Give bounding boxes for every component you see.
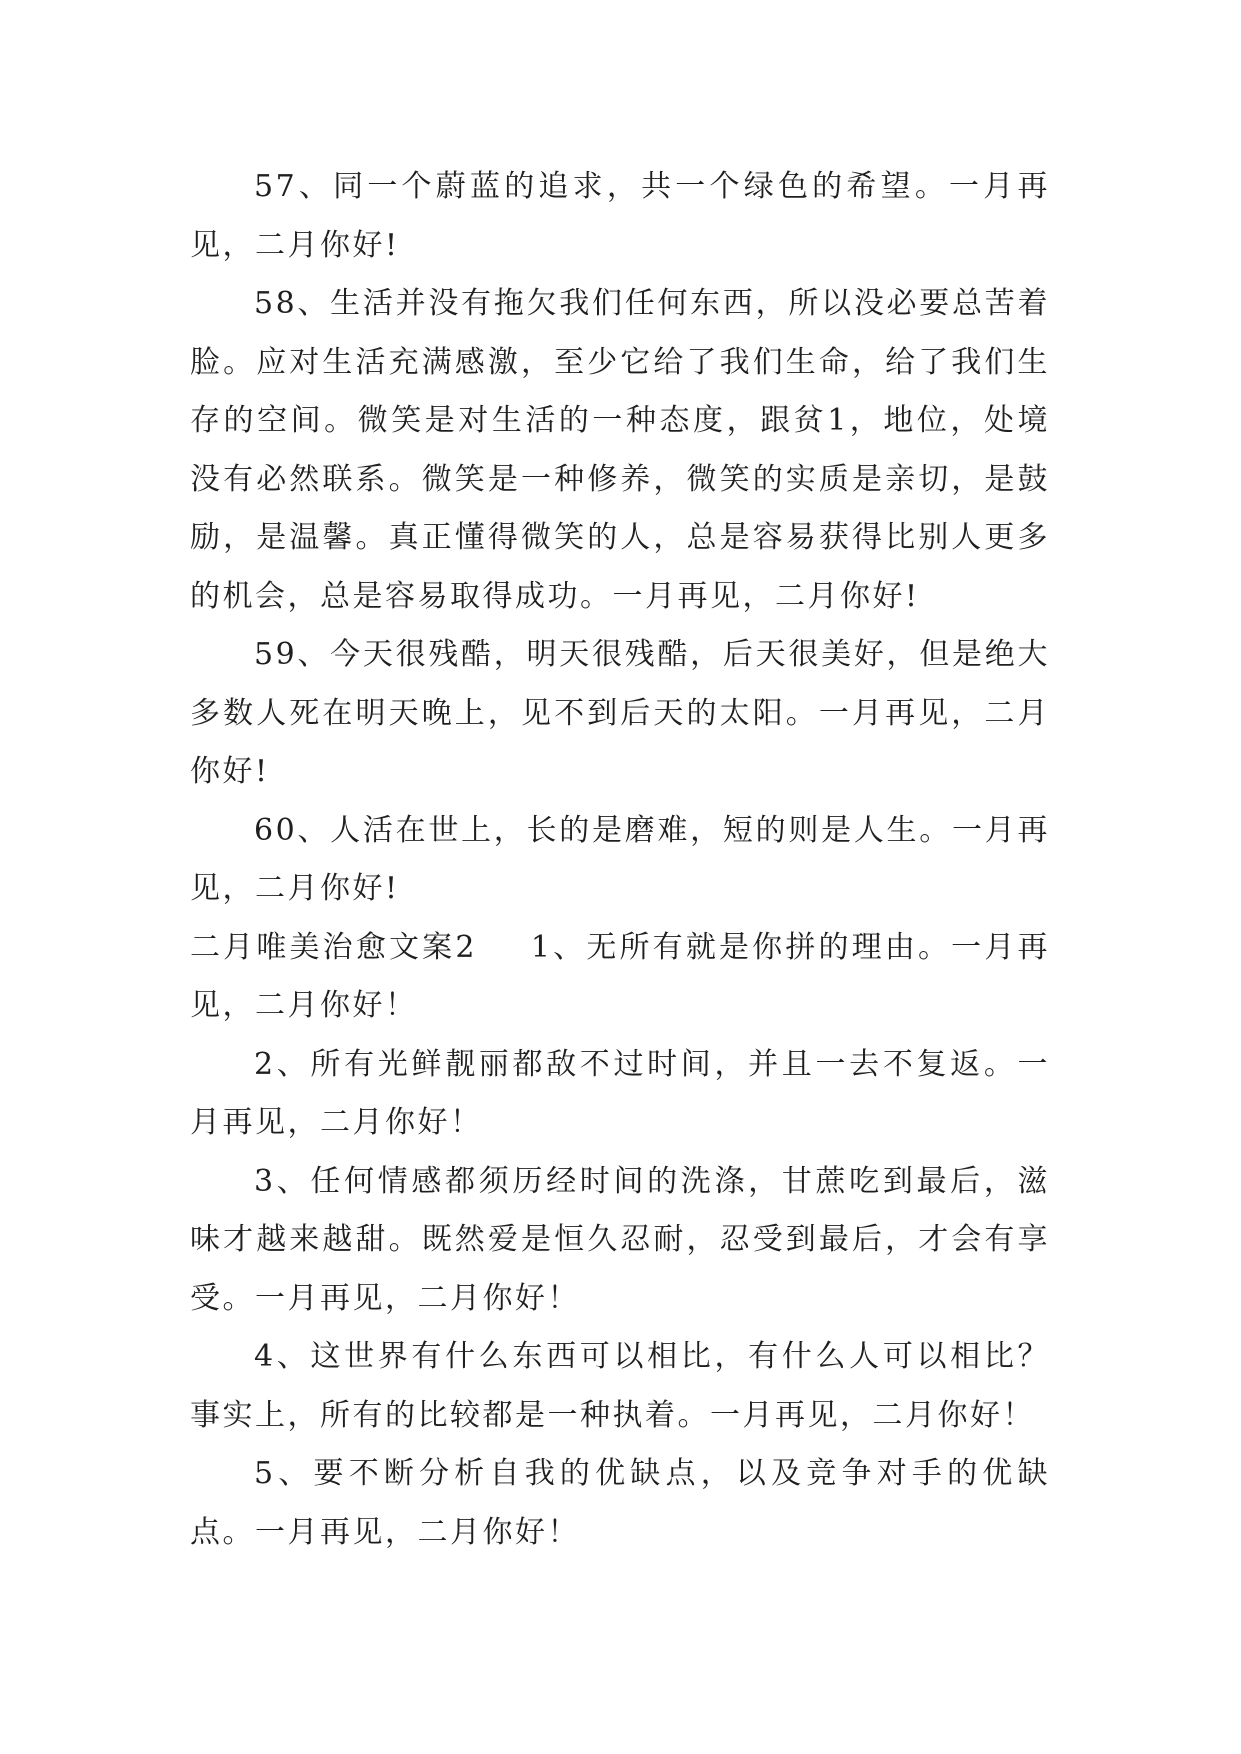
section-item-2: 2、所有光鲜靓丽都敌不过时间，并且一去不复返。一月再见，二月你好！	[190, 1046, 1050, 1140]
section-item-5: 5、要不断分析自我的优缺点，以及竞争对手的优缺点。一月再见，二月你好！	[190, 1456, 1050, 1550]
paragraph-59: 59、今天很残酷，明天很残酷，后天很美好，但是绝大多数人死在明天晚上，见不到后天的太阳。一月再见，二月你好!	[190, 637, 1050, 789]
section-item-3: 3、任何情感都须历经时间的洗涤，甘蔗吃到最后，滋味才越来越甜。既然爱是恒久忍耐，忍受到最后，才会有享受。一月再见，二月你好！	[190, 1163, 1050, 1316]
section-title: 二月唯美治愈文案2	[190, 929, 477, 965]
paragraph-60: 60、人活在世上，长的是磨难，短的则是人生。一月再见，二月你好!	[190, 812, 1050, 906]
paragraph-58: 58、生活并没有拖欠我们任何东西，所以没必要总苦着脸。应对生活充满感激，至少它给了我们生命，给了我们生存的空间。微笑是对生活的一种态度，跟贫1，地位，处境没有必然联系。微笑是一种修养，微笑的实质是亲切，是鼓励，是温馨。真正懂得微笑的人，总是容易获得比别人更多的机会，总是容易取得成功。一月再见，二月你好!	[190, 286, 1050, 614]
document-body	[190, 158, 1050, 1562]
section-item-4: 4、这世界有什么东西可以相比，有什么人可以相比？事实上，所有的比较都是一种执着。一月再见，二月你好！	[190, 1339, 1050, 1433]
section-item-1: 1、无所有就是你拼的理由。一月再见，二月你好！	[190, 929, 1050, 1023]
paragraph-57: 57、同一个蔚蓝的追求，共一个绿色的希望。一月再见，二月你好!	[190, 169, 1050, 263]
section-heading-line	[190, 919, 1050, 1036]
